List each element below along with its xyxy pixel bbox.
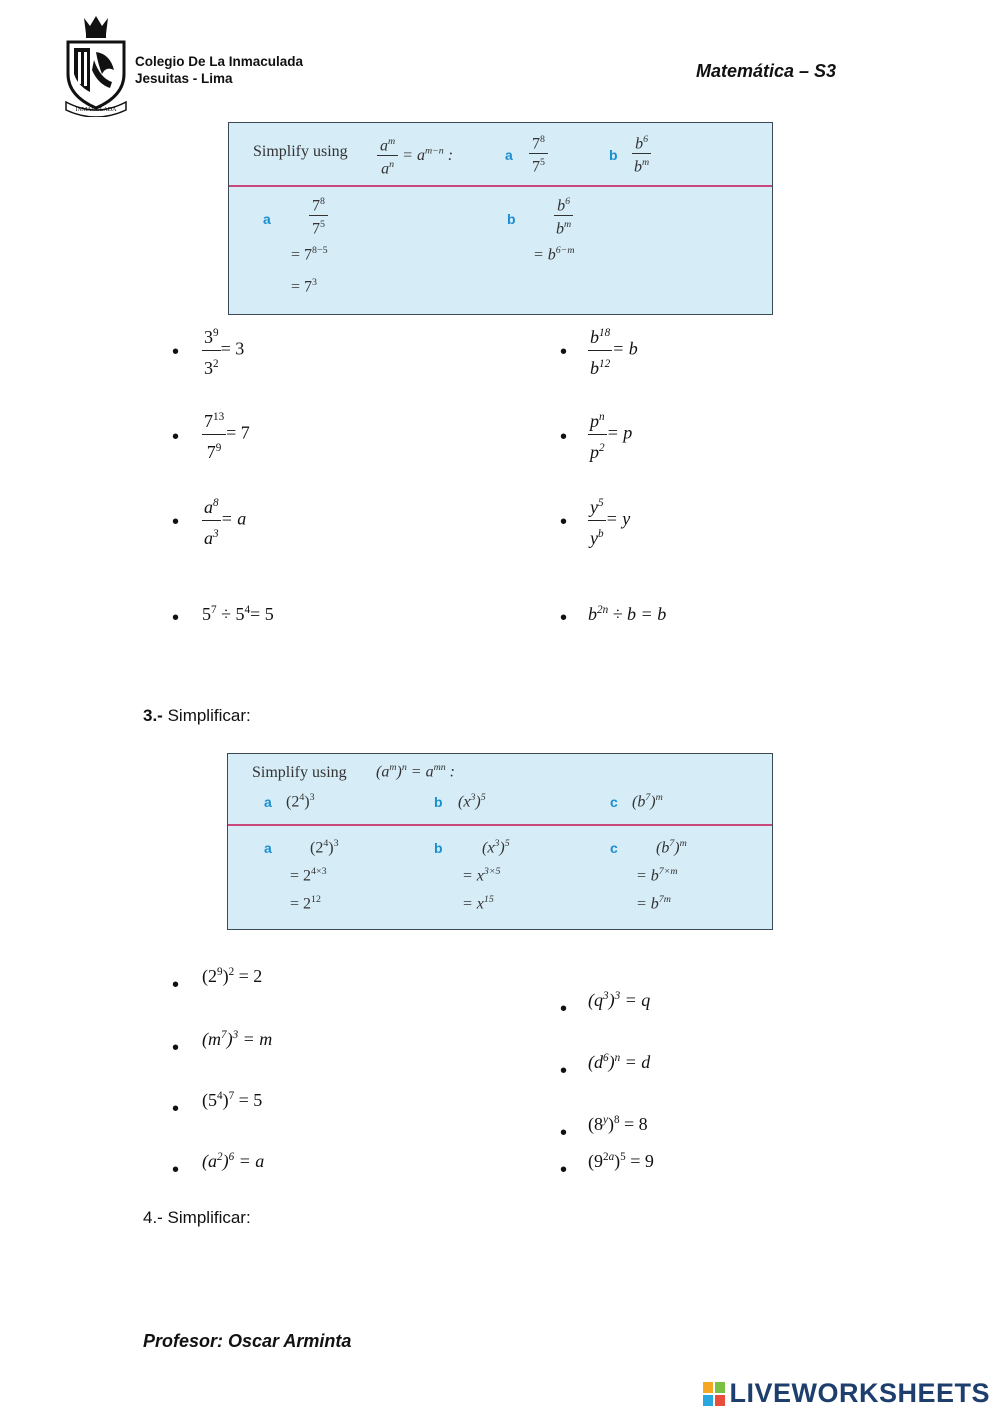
example1-sol-b-step1: = $b^{6-m}$: [533, 245, 575, 264]
exercise-power-3: $(5^4)^7 = 5$: [202, 1090, 263, 1110]
example2-q-b: $(x^3)^5$: [458, 792, 486, 811]
example2-sol-a-step2: = $2^{12}$: [290, 894, 321, 913]
answer-power-8: = 9: [630, 1151, 654, 1171]
exercise-power-6: $(d^6)^n = d$: [588, 1052, 651, 1072]
example2-sol-c: $(b^7)^m$: [656, 838, 687, 857]
example1-sol-a: $\frac{7^8}{7^5}$: [309, 193, 328, 239]
example2-sol-label-c: c: [610, 840, 618, 856]
school-name: [135, 53, 303, 87]
example1-sol-a-step1: = $7^{8-5}$: [291, 245, 328, 264]
example2-q-label-a: a: [264, 794, 272, 810]
section-3-title: Simplificar:: [167, 706, 251, 725]
liveworksheets-logo: [703, 1378, 990, 1409]
answer-power-1: = 2: [238, 966, 263, 986]
answer-power-3: = 5: [238, 1090, 263, 1110]
bullet: •: [560, 341, 568, 363]
example2-sol-label-b: b: [434, 840, 443, 856]
answer-power-6: = d: [624, 1052, 651, 1072]
answer-quotient-2: = 7: [226, 422, 250, 443]
exercise-power-7: $(8^y)^8 = 8$: [588, 1114, 648, 1134]
answer-quotient-1: = 3: [220, 338, 245, 359]
exercise-quotient-7: $\frac{y^5}{y^b}$ = y: [588, 492, 630, 549]
course-title: Matemática – S3: [696, 61, 837, 81]
bullet: •: [172, 1159, 180, 1181]
section-3-heading: [143, 706, 251, 726]
exercise-quotient-1: $\frac{3^9}{3^2}$ = 3: [202, 322, 244, 379]
exercise-power-5: $(q^3)^3 = q$: [588, 990, 651, 1010]
answer-power-4: = a: [238, 1151, 265, 1171]
example2-q-a: $(2^4)^3$: [286, 792, 315, 811]
bullet: •: [560, 1060, 568, 1082]
example2-sol-b-step2: = $x^{15}$: [462, 894, 494, 913]
answer-quotient-5: = b: [612, 338, 638, 359]
bullet: •: [560, 998, 568, 1020]
answer-power-7: = 8: [624, 1114, 648, 1134]
answer-power-2: = m: [242, 1029, 273, 1049]
example-box-power: [227, 753, 773, 930]
bullet: •: [560, 1122, 568, 1144]
example1-q-label-a: a: [505, 147, 513, 163]
school-line1: Colegio De La Inmaculada: [135, 54, 304, 69]
answer-quotient-4: = 5: [250, 604, 274, 624]
exercise-power-8: $(9^{2a})^5 = 9$: [588, 1151, 654, 1171]
example2-sol-c-step1: = $b^{7\times m}$: [636, 866, 678, 885]
section-4-heading: 4.- Simplificar:: [143, 1208, 251, 1227]
section-3-number: 3.-: [143, 706, 163, 725]
example2-sol-b: $(x^3)^5$: [482, 838, 510, 857]
example-box-quotient: [228, 122, 773, 315]
liveworksheets-icon: [703, 1382, 725, 1406]
exercise-quotient-8: $b^{2n} \div b = b$: [588, 604, 667, 624]
school-line2: Jesuitas - Lima: [135, 71, 233, 86]
bullet: •: [172, 1098, 180, 1120]
example2-sol-a: $(2^4)^3$: [310, 838, 339, 857]
answer-quotient-3: = a: [220, 508, 247, 529]
example2-sol-b-step1: = $x^{3\times 5}$: [462, 866, 501, 885]
example1-sol-label-a: a: [263, 211, 271, 227]
example2-sol-a-step1: = $2^{4\times 3}$: [290, 866, 327, 885]
exercise-quotient-2: $\frac{7^{13}}{7^9}$ = 7: [202, 406, 250, 463]
example2-sol-label-a: a: [264, 840, 272, 856]
bullet: •: [172, 426, 180, 448]
answer-quotient-7: = y: [605, 508, 631, 529]
logo-text: INMACULADA: [75, 107, 117, 113]
example1-q-b: $\frac{b^6}{b^m}$: [631, 131, 652, 177]
example2-sol-c-step2: = $b^{7m}$: [636, 894, 671, 913]
bullet: •: [172, 1037, 180, 1059]
example1-q-label-b: b: [609, 147, 618, 163]
liveworksheets-brand: LIVEWORKSHEETS: [729, 1378, 990, 1408]
answer-quotient-6: = p: [606, 422, 633, 443]
bullet: •: [172, 607, 180, 629]
example1-sol-label-b: b: [507, 211, 516, 227]
exercise-power-1: $(2^9)^2 = 2$: [202, 966, 263, 986]
answer-quotient-8: = b: [640, 604, 667, 624]
bullet: •: [560, 426, 568, 448]
exercise-quotient-4: $5^7 \div 5^4= 5$: [202, 604, 274, 624]
bullet: •: [172, 341, 180, 363]
exercise-power-4: $(a^2)^6 = a$: [202, 1151, 265, 1171]
exercise-power-2: $(m^7)^3 = m$: [202, 1029, 273, 1049]
example2-title: Simplify using: [252, 764, 347, 781]
example2-q-c: $(b^7)^m$: [632, 792, 663, 811]
bullet: •: [560, 1159, 568, 1181]
bullet: •: [172, 511, 180, 533]
bullet: •: [560, 607, 568, 629]
exercise-quotient-3: $\frac{a^8}{a^3}$ = a: [202, 492, 246, 549]
answer-power-5: = q: [624, 990, 651, 1010]
bullet: •: [172, 974, 180, 996]
example2-q-label-c: c: [610, 794, 618, 810]
example1-sol-b: $\frac{b^6}{b^m}$: [553, 193, 574, 239]
example2-q-label-b: b: [434, 794, 443, 810]
example1-q-a: $\frac{7^8}{7^5}$: [529, 131, 548, 177]
exercise-quotient-6: $\frac{p^n}{p^2}$ = p: [588, 406, 632, 463]
example1-rule: $\frac{a^m}{a^n}$ = $a^{m-n}$ :: [377, 133, 453, 179]
school-logo: [60, 12, 132, 117]
example2-rule: $(a^m)^n = a^{mn}$ :: [376, 762, 455, 781]
exercise-quotient-5: $\frac{b^{18}}{b^{12}}$ = b: [588, 322, 638, 379]
example1-sol-a-step2: = $7^3$: [291, 277, 317, 296]
teacher-name: Profesor: Oscar Arminta: [143, 1331, 352, 1351]
bullet: •: [560, 511, 568, 533]
example1-title: Simplify using: [253, 143, 348, 160]
